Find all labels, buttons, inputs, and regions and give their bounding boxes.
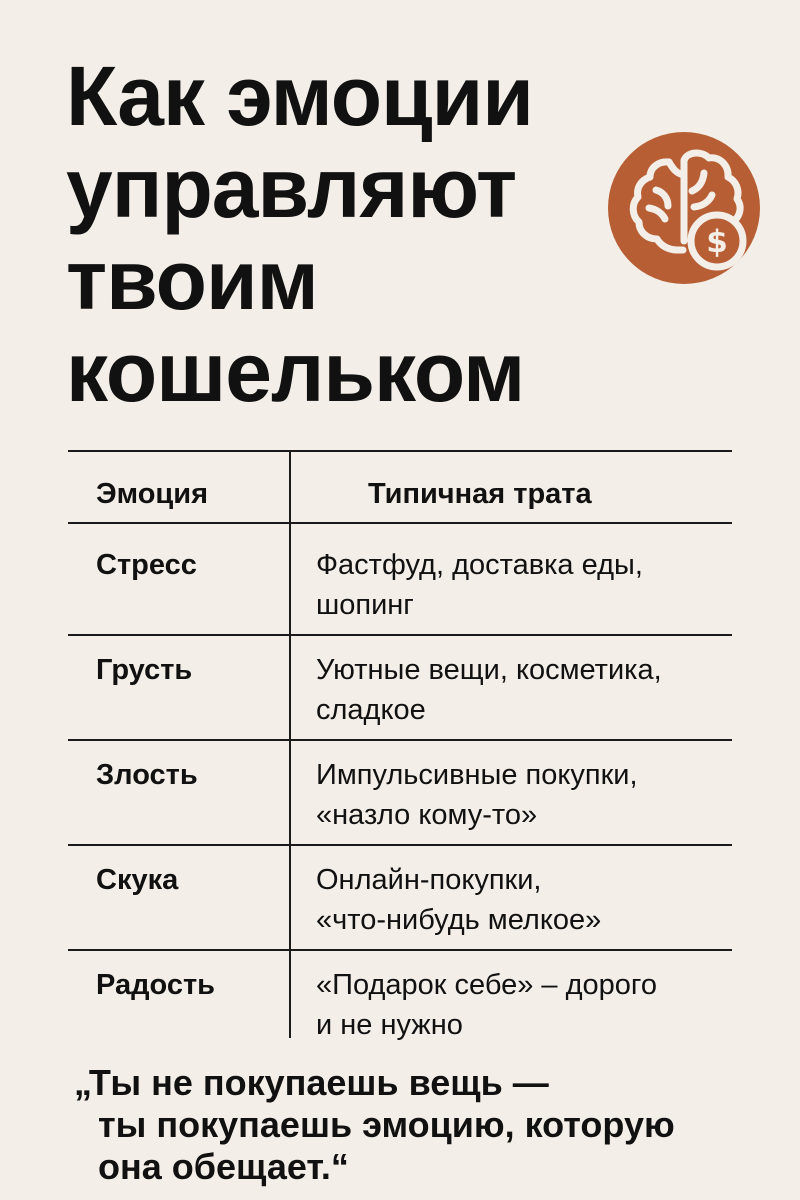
table-divider bbox=[68, 949, 732, 951]
table-row-spend: «Подарок себе» – дорого bbox=[316, 969, 657, 1001]
page-title-line: Как эмоции bbox=[66, 49, 533, 143]
quote-text bbox=[74, 1062, 764, 1188]
table-row-spend: сладкое bbox=[316, 694, 426, 726]
table-row-spend: Онлайн-покупки, bbox=[316, 864, 542, 896]
table-divider bbox=[68, 634, 732, 636]
table-divider bbox=[68, 739, 732, 741]
table-row-spend: Уютные вещи, косметика, bbox=[316, 654, 662, 686]
quote-line: „Ты не покупаешь вещь — bbox=[74, 1062, 549, 1103]
table-divider bbox=[68, 844, 732, 846]
table-row-emotion: Скука bbox=[96, 864, 179, 896]
page-title-line: твоим bbox=[66, 233, 318, 327]
table-row-spend: шопинг bbox=[316, 589, 414, 621]
table-divider bbox=[68, 450, 732, 452]
table-row-emotion: Стресс bbox=[96, 549, 197, 581]
page-title-line: кошельком bbox=[66, 325, 525, 419]
table-row-spend: Фастфуд, доставка еды, bbox=[316, 549, 643, 581]
table-row-spend: «назло кому-то» bbox=[316, 799, 538, 831]
table-header-emotion: Эмоция bbox=[96, 478, 208, 510]
table-row-emotion: Радость bbox=[96, 969, 215, 1001]
table-row-spend: «что-нибудь мелкое» bbox=[316, 904, 602, 936]
table-row-spend: и не нужно bbox=[316, 1009, 463, 1041]
table-row-emotion: Грусть bbox=[96, 654, 193, 686]
page-title-line: управляют bbox=[66, 141, 517, 235]
quote-line: ты покупаешь эмоцию, которую bbox=[98, 1104, 675, 1145]
svg-text:$: $ bbox=[706, 224, 728, 260]
quote-line: она обещает.“ bbox=[98, 1146, 349, 1187]
table-divider bbox=[68, 522, 732, 524]
table-column-divider bbox=[289, 450, 291, 1038]
table-header-spend: Типичная трата bbox=[368, 478, 592, 510]
table-row-emotion: Злость bbox=[96, 759, 198, 791]
table-row-spend: Импульсивные покупки, bbox=[316, 759, 638, 791]
brain-dollar-icon bbox=[608, 132, 760, 284]
page-title bbox=[66, 50, 626, 418]
